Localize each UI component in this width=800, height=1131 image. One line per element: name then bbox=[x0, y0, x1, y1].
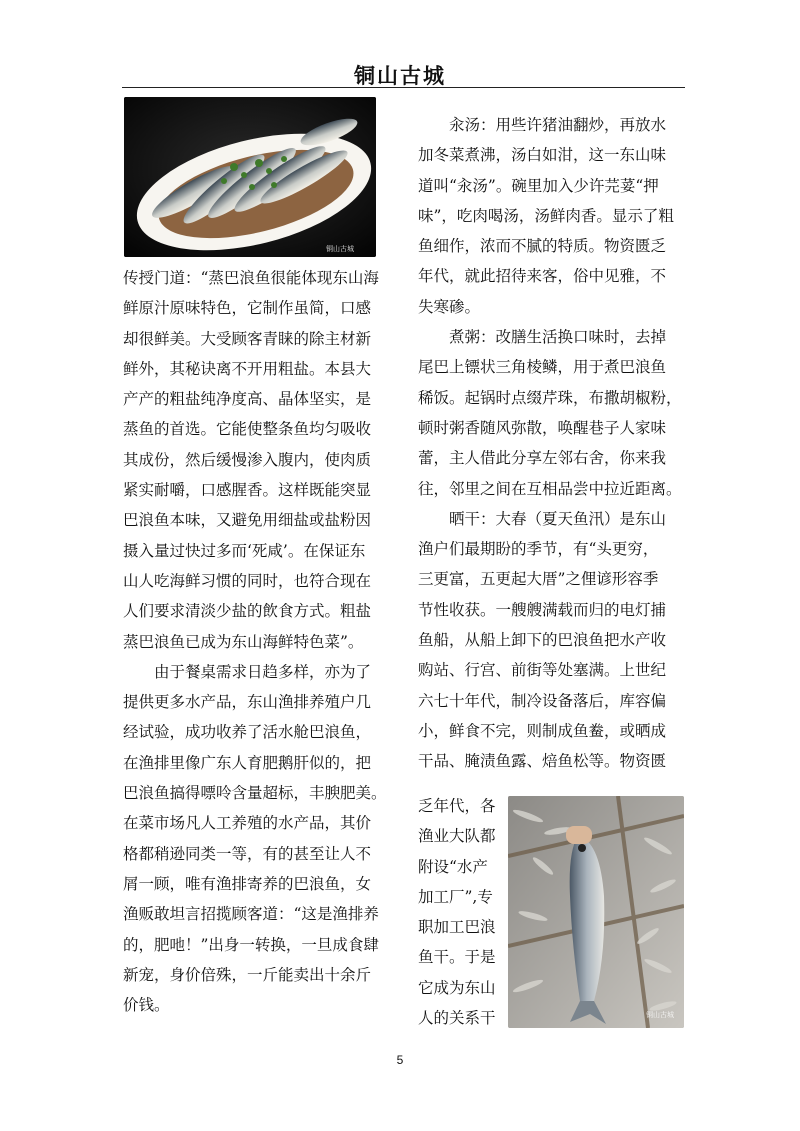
text-line: 在菜市场凡人工养殖的水产品，其价 bbox=[123, 814, 372, 833]
text-line: 经试验，成功收养了活水舱巴浪鱼， bbox=[123, 723, 372, 742]
text-line: 鱼细作，浓而不腻的特质。物资匮乏 bbox=[418, 237, 667, 256]
text-line: 小，鲜食不完，则制成鱼鲞，或晒成 bbox=[418, 721, 667, 740]
text-line: 附设“水产 bbox=[418, 857, 488, 876]
text-line: 山人吃海鲜习惯的同时，也符合现在 bbox=[123, 571, 372, 590]
text-line: 加工厂”,专 bbox=[418, 887, 493, 906]
text-line: 蒸鱼的首选。它能使整条鱼均匀吸收 bbox=[123, 420, 372, 439]
text-line: 价钱。 bbox=[123, 996, 170, 1015]
right-column-text bbox=[418, 110, 682, 777]
text-line: 节性收获。一艘艘满载而归的电灯捕 bbox=[418, 600, 667, 619]
text-line: 购站、行宫、前街等处塞满。上世纪 bbox=[418, 661, 667, 680]
text-line: 乏年代，各 bbox=[418, 797, 496, 815]
text-line: 三更富，五更起大厝”之俚谚形容季 bbox=[418, 570, 659, 589]
text-line: 味”，吃肉喝汤，汤鲜肉香。显示了粗 bbox=[418, 206, 674, 225]
text-line: 在渔排里像广东人育肥鹅肝似的，把 bbox=[123, 753, 372, 772]
text-line: 提供更多水产品，东山渔排养殖户几 bbox=[123, 693, 372, 712]
text-line: 屑一顾，唯有渔排寄养的巴浪鱼，女 bbox=[123, 874, 372, 893]
text-line: 失寒碜。 bbox=[418, 297, 481, 316]
text-line: 鲜原汁原味特色，它制作虽简，口感 bbox=[123, 299, 372, 318]
text-line: 巴浪鱼搞得嘌呤含量超标，丰腴肥美。 bbox=[123, 784, 387, 803]
text-line: 却很鲜美。大受顾客青睐的除主材新 bbox=[123, 329, 372, 348]
dried-fish-photo bbox=[508, 796, 684, 1028]
header-divider bbox=[122, 87, 685, 88]
text-line: 鱼干。于是 bbox=[418, 948, 496, 967]
text-line: 人的关系干 bbox=[418, 1009, 496, 1028]
text-line: 道叫“汆汤”。碗里加入少许芫荽“押 bbox=[418, 176, 659, 195]
text-line: 巴浪鱼本味，又避免用细盐或盐粉因 bbox=[123, 511, 372, 530]
text-line: 产产的粗盐纯净度高、晶体坚实，是 bbox=[123, 390, 372, 409]
text-line: 蒸巴浪鱼已成为东山海鲜特色菜”。 bbox=[123, 632, 364, 651]
text-line: 职加工巴浪 bbox=[418, 918, 496, 937]
text-line: 紧实耐嚼，口感腥香。这样既能突显 bbox=[123, 481, 372, 500]
text-line: 新宠，身价倍殊，一斤能卖出十余斤 bbox=[123, 965, 372, 984]
text-line: 汆汤：用些许猪油翻炒，再放水 bbox=[449, 116, 667, 134]
text-line: 煮粥：改膳生活换口味时，去掉 bbox=[449, 328, 667, 347]
page-header-title: 铜山古城 bbox=[354, 63, 446, 88]
text-line: 顿时粥香随风弥散，唤醒巷子人家味 bbox=[418, 418, 667, 437]
text-line: 渔贩敢坦言招揽顾客道：“这是渔排养 bbox=[123, 905, 379, 924]
text-line: 年代，就此招待来客，俗中见雅，不 bbox=[418, 267, 667, 286]
text-line: 加冬菜煮沸，汤白如泔，这一东山味 bbox=[418, 146, 667, 165]
text-line: 传授门道：“蒸巴浪鱼很能体现东山海 bbox=[123, 269, 379, 287]
text-line: 鲜外，其秘诀离不开用粗盐。本县大 bbox=[123, 359, 372, 378]
text-line: 格都稍逊同类一等，有的甚至让人不 bbox=[123, 844, 372, 863]
text-line: 渔户们最期盼的季节，有“头更穷， bbox=[418, 540, 659, 559]
steamed-fish-watermark: 铜山古城 bbox=[326, 245, 354, 253]
text-line: 它成为东山 bbox=[418, 978, 496, 997]
text-line: 干品、腌渍鱼露、焙鱼松等。物资匮 bbox=[418, 752, 667, 771]
text-line: 其成份，然后缓慢渗入腹内，使肉质 bbox=[123, 450, 372, 469]
text-line: 往，邻里之间在互相品尝中拉近距离。 bbox=[418, 479, 682, 498]
text-line: 稀饭。起锅时点缀芹珠，布撒胡椒粉， bbox=[418, 388, 682, 407]
text-line: 蕾，主人借此分享左邻右舍，你来我 bbox=[418, 449, 667, 468]
text-line: 鱼船，从船上卸下的巴浪鱼把水产收 bbox=[418, 631, 667, 650]
steamed-fish-photo bbox=[124, 97, 376, 257]
text-line: 人们要求清淡少盐的飲食方式。粗盐 bbox=[123, 602, 372, 621]
right-column-wrap-text bbox=[418, 791, 496, 1033]
text-line: 六七十年代，制冷设备落后，库容偏 bbox=[418, 691, 667, 710]
text-line: 渔业大队都 bbox=[418, 827, 496, 846]
text-line: 晒干：大春（夏天鱼汛）是东山 bbox=[449, 509, 667, 528]
text-line: 的，肥吔！”出身一转换，一旦成食肆 bbox=[123, 935, 379, 954]
text-line: 摄入量过快过多而‘死咸’。在保证东 bbox=[123, 541, 366, 560]
left-column-text bbox=[123, 263, 387, 1020]
text-line: 由于餐桌需求日趋多样，亦为了 bbox=[154, 662, 372, 681]
page-number: 5 bbox=[396, 1053, 404, 1067]
dried-fish-watermark: 铜山古城 bbox=[646, 1011, 674, 1019]
text-line: 尾巴上镖状三角棱鳞，用于煮巴浪鱼 bbox=[418, 358, 667, 377]
